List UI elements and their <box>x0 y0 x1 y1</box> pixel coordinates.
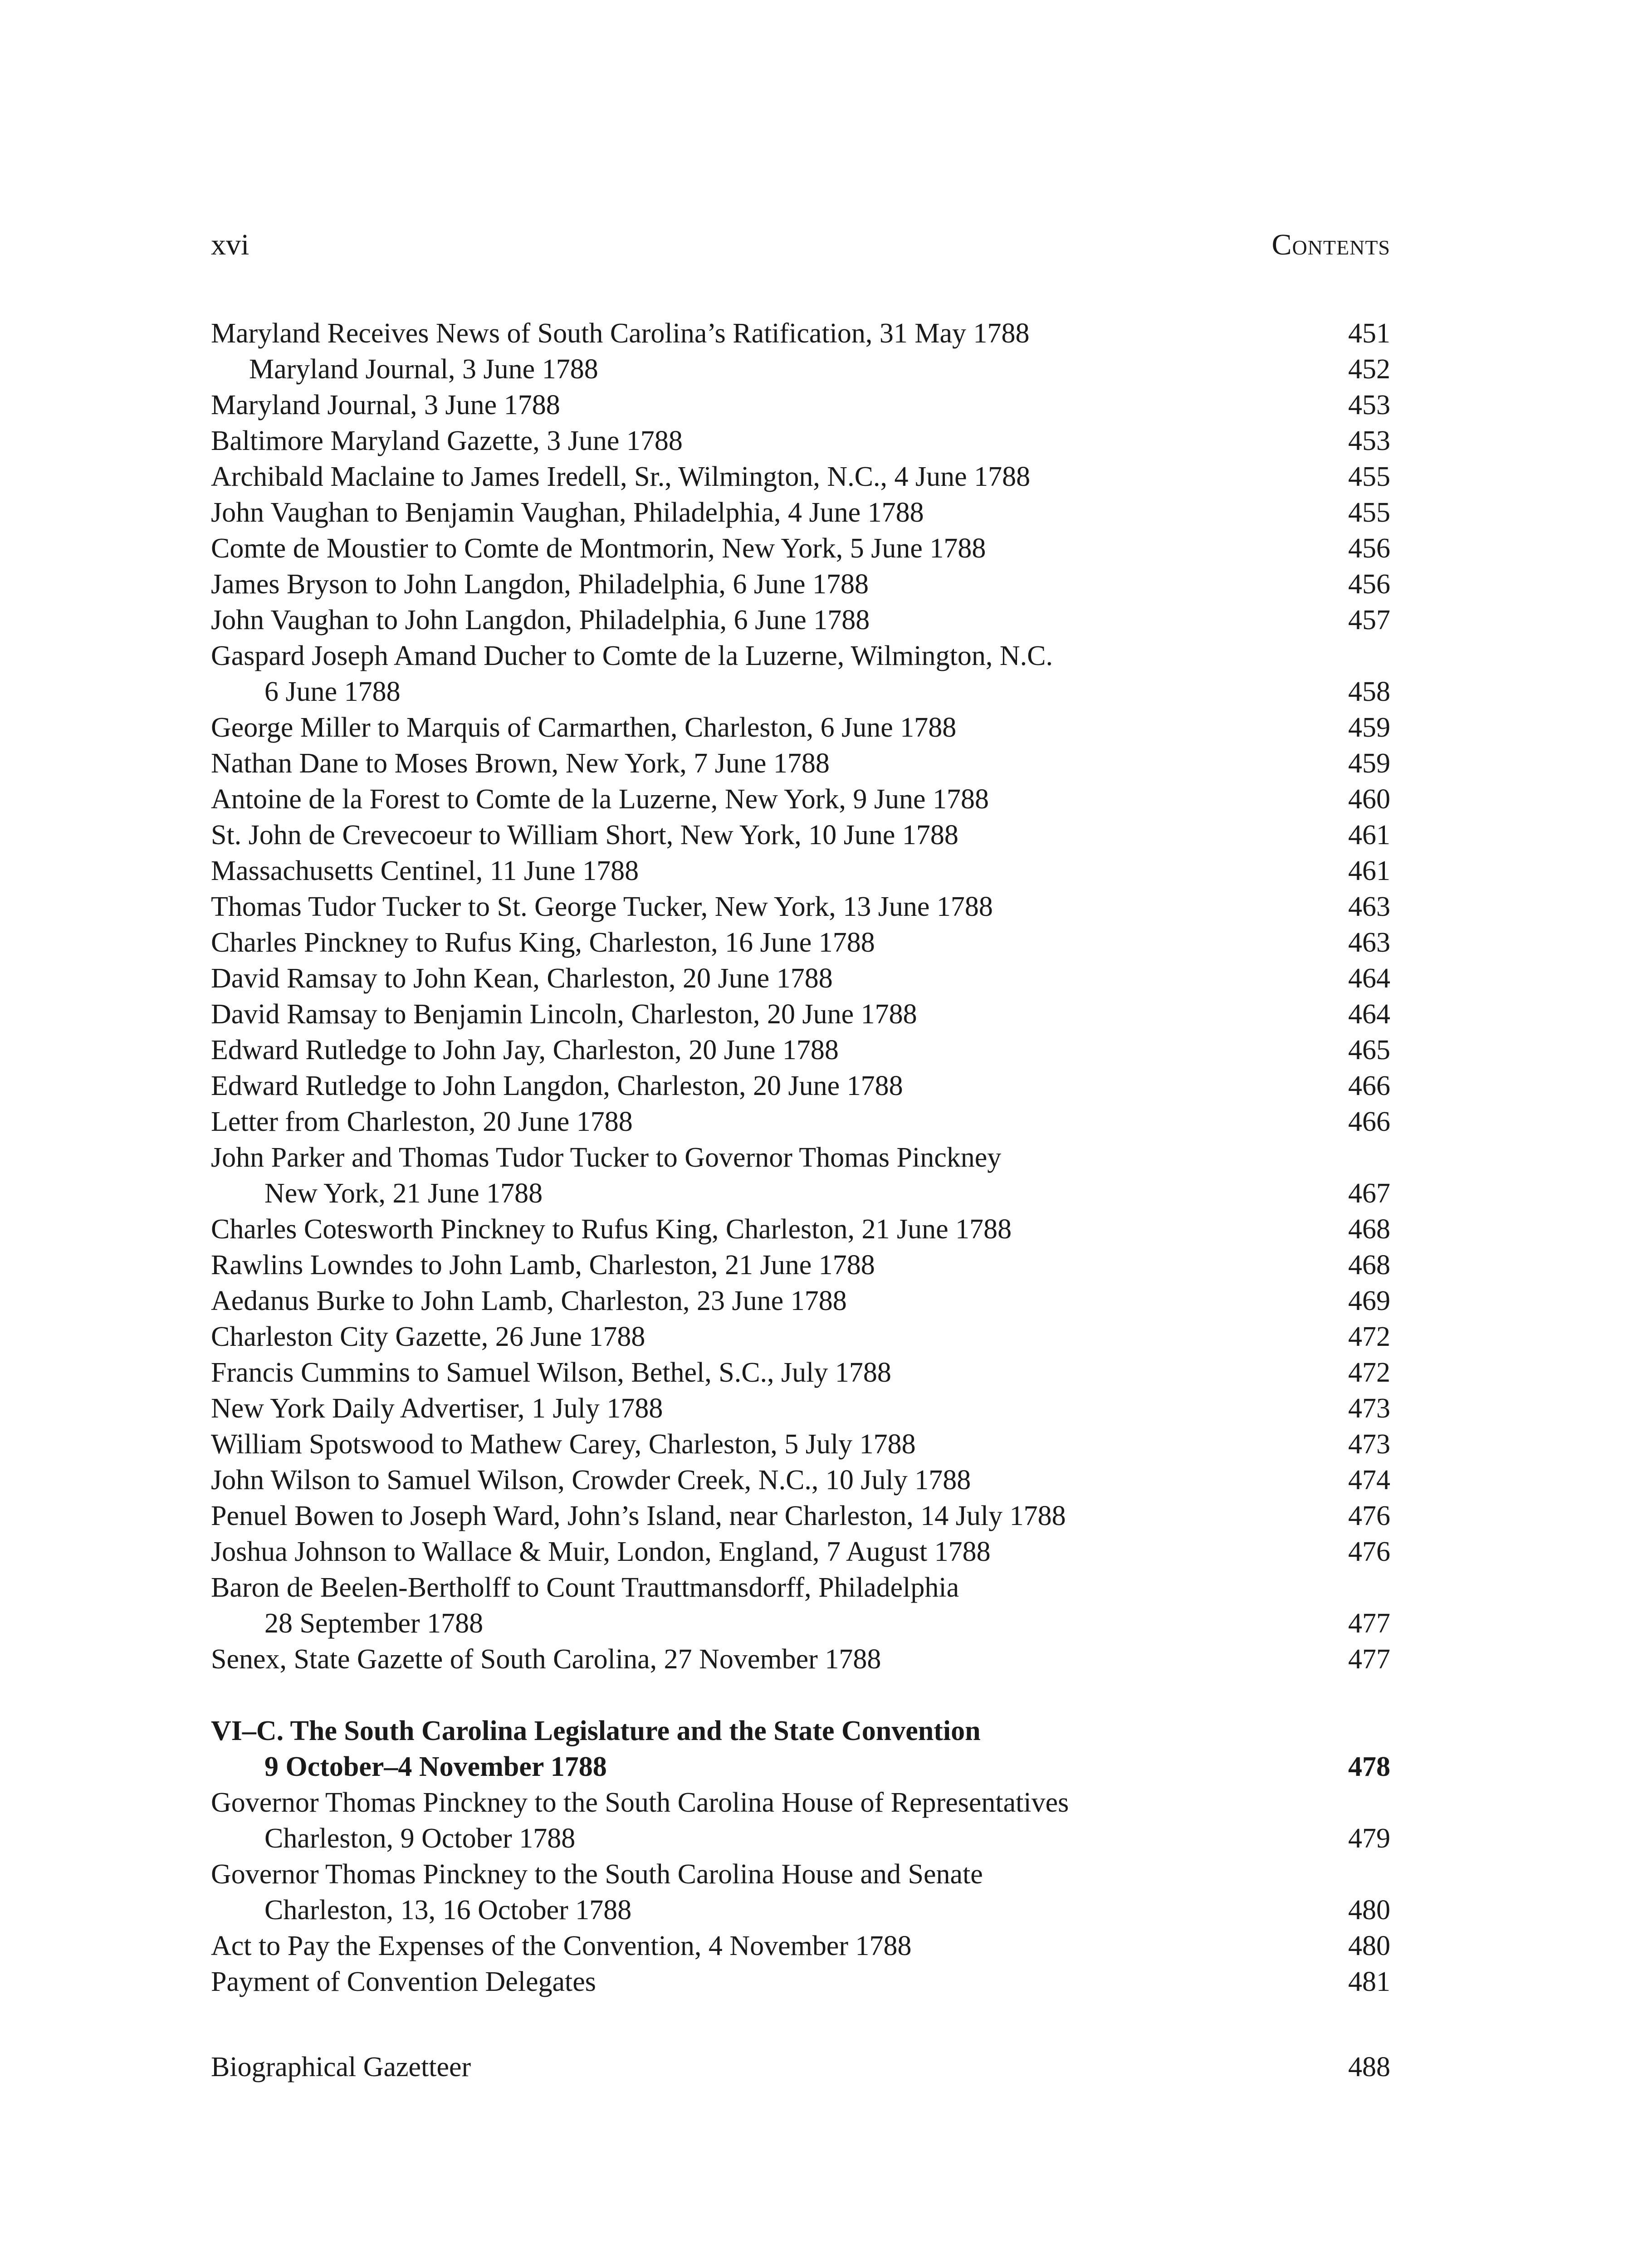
toc-entry-gazetteer <box>211 2049 1390 2085</box>
toc-entry-title: Payment of Convention Delegates <box>211 1966 596 1997</box>
toc-entry <box>211 387 1390 423</box>
toc-entry <box>211 1247 1390 1283</box>
toc-entry-title: William Spotswood to Mathew Carey, Charleston, 5 July 1788 <box>211 1429 916 1460</box>
toc-entry-title: 6 June 1788 <box>264 676 401 707</box>
toc-entry-page: 477 <box>1348 1644 1390 1675</box>
toc-entry <box>211 1964 1390 2000</box>
toc-entry-title: John Wilson to Samuel Wilson, Crowder Creek, N.C., 10 July 1788 <box>211 1465 971 1496</box>
toc-entry-title: Letter from Charleston, 20 June 1788 <box>211 1106 633 1137</box>
toc-entry-title: Antoine de la Forest to Comte de la Luzerne, New York, 9 June 1788 <box>211 784 989 815</box>
toc-entry-page: 481 <box>1348 1966 1390 1997</box>
toc-entry-page: 452 <box>1348 354 1390 385</box>
toc-entry-page: 472 <box>1348 1321 1390 1352</box>
toc-entry-page: 477 <box>1348 1608 1390 1639</box>
toc-entry-page: 461 <box>1348 855 1390 886</box>
toc-entry <box>211 1140 1390 1176</box>
running-head: Contents <box>1271 228 1390 261</box>
toc-entry-title: Charles Pinckney to Rufus King, Charleston, 16 June 1788 <box>211 927 875 958</box>
toc-entry-title: Edward Rutledge to John Jay, Charleston, 20 June 1788 <box>211 1035 839 1066</box>
toc-entry-page: 468 <box>1348 1214 1390 1245</box>
toc-entry-page: 459 <box>1348 748 1390 779</box>
toc-entry-continuation <box>211 1821 1390 1857</box>
toc-entry-continuation <box>211 1176 1390 1212</box>
toc-entry-page: 488 <box>1348 2052 1390 2082</box>
section-heading <box>211 1713 1390 1749</box>
toc-entry-title: Francis Cummins to Samuel Wilson, Bethel, S.C., July 1788 <box>211 1357 891 1388</box>
toc-entry <box>211 459 1390 495</box>
toc-entry <box>211 1391 1390 1427</box>
toc-entry-page: 463 <box>1348 891 1390 922</box>
page-header <box>211 227 1390 263</box>
toc-entry-title: Comte de Moustier to Comte de Montmorin, New York, 5 June 1788 <box>211 533 986 564</box>
toc-entry <box>211 1785 1390 1821</box>
toc-entry-page: 457 <box>1348 605 1390 635</box>
toc-entry-page: 463 <box>1348 927 1390 958</box>
toc-entry-page: 458 <box>1348 676 1390 707</box>
page-number: xvi <box>211 228 249 261</box>
toc-entry-title: Joshua Johnson to Wallace & Muir, London, England, 7 August 1788 <box>211 1536 991 1567</box>
toc-entry-title: Governor Thomas Pinckney to the South Carolina House and Senate <box>211 1859 983 1890</box>
toc-entry-page: 474 <box>1348 1465 1390 1496</box>
section-heading-line2: 9 October–4 November 1788 <box>264 1751 607 1782</box>
toc-entry <box>211 710 1390 746</box>
toc-entry-title: Archibald Maclaine to James Iredell, Sr., Wilmington, N.C., 4 June 1788 <box>211 461 1031 492</box>
section-heading-line1: VI–C. The South Carolina Legislature and the State Convention <box>211 1716 981 1746</box>
toc-entry-page: 456 <box>1348 569 1390 600</box>
toc-entry-page: 456 <box>1348 533 1390 564</box>
toc-entry-title: St. John de Crevecoeur to William Short, New York, 10 June 1788 <box>211 820 958 850</box>
toc-entry <box>211 567 1390 602</box>
toc-entry-title: Charleston, 9 October 1788 <box>264 1823 576 1854</box>
toc-entry-title: Charles Cotesworth Pinckney to Rufus King, Charleston, 21 June 1788 <box>211 1214 1012 1245</box>
toc-entry <box>211 746 1390 782</box>
toc-entry-title: Penuel Bowen to Joseph Ward, John’s Island, near Charleston, 14 July 1788 <box>211 1501 1066 1531</box>
toc-entry <box>211 997 1390 1032</box>
toc-entry-page: 467 <box>1348 1178 1390 1209</box>
toc-entry-title: George Miller to Marquis of Carmarthen, Charleston, 6 June 1788 <box>211 712 957 743</box>
section-spacer <box>211 2000 1390 2049</box>
toc-entry <box>211 782 1390 817</box>
toc-entry-title: Governor Thomas Pinckney to the South Carolina House of Representatives <box>211 1787 1069 1818</box>
toc-entry-page: 479 <box>1348 1823 1390 1854</box>
toc-entry <box>211 1642 1390 1677</box>
toc-entry-page: 466 <box>1348 1070 1390 1101</box>
toc-entry <box>211 1570 1390 1606</box>
toc-entry-page: 455 <box>1348 461 1390 492</box>
toc-entry-title: Charleston City Gazette, 26 June 1788 <box>211 1321 645 1352</box>
toc-entry-title: John Vaughan to John Langdon, Philadelphia, 6 June 1788 <box>211 605 870 635</box>
toc-entry-page: 473 <box>1348 1393 1390 1424</box>
toc-entry-title: Gaspard Joseph Amand Ducher to Comte de la Luzerne, Wilmington, N.C. <box>211 640 1053 671</box>
toc-entry <box>211 602 1390 638</box>
toc-entry-page: 476 <box>1348 1536 1390 1567</box>
section-heading-page: 478 <box>1348 1751 1390 1782</box>
toc-entry <box>211 1355 1390 1391</box>
toc-entry <box>211 1319 1390 1355</box>
toc-entry <box>211 1283 1390 1319</box>
toc-entry-title: Maryland Journal, 3 June 1788 <box>249 354 598 385</box>
toc-entry-page: 480 <box>1348 1931 1390 1961</box>
toc-entry-page: 455 <box>1348 497 1390 528</box>
toc-entry-page: 480 <box>1348 1895 1390 1926</box>
toc-entry <box>211 638 1390 674</box>
toc-entry-page: 465 <box>1348 1035 1390 1066</box>
toc-entry-page: 453 <box>1348 425 1390 456</box>
toc-entry <box>211 853 1390 889</box>
toc-entry-title: Aedanus Burke to John Lamb, Charleston, 23 June 1788 <box>211 1286 847 1316</box>
toc-entry <box>211 1498 1390 1534</box>
toc-entry-title: Maryland Journal, 3 June 1788 <box>211 390 560 420</box>
toc-entry-title: Act to Pay the Expenses of the Convention, 4 November 1788 <box>211 1931 912 1961</box>
toc-entry-title: David Ramsay to John Kean, Charleston, 20 June 1788 <box>211 963 833 994</box>
toc-entry <box>211 495 1390 531</box>
toc-entry-title: Nathan Dane to Moses Brown, New York, 7 June 1788 <box>211 748 830 779</box>
toc-entry-page: 469 <box>1348 1286 1390 1316</box>
toc-entry-page: 451 <box>1348 318 1390 349</box>
toc-entry <box>211 1068 1390 1104</box>
section-spacer <box>211 1677 1390 1713</box>
toc-entry-page: 476 <box>1348 1501 1390 1531</box>
toc-entry-continuation <box>211 1892 1390 1928</box>
toc-entry <box>211 1462 1390 1498</box>
toc-entry-page: 461 <box>1348 820 1390 850</box>
toc-entry <box>211 961 1390 997</box>
toc-entry-page: 468 <box>1348 1250 1390 1281</box>
toc-entry <box>211 1212 1390 1247</box>
toc-entry-page: 464 <box>1348 999 1390 1030</box>
toc-entry <box>211 352 1390 387</box>
toc-entry-title: James Bryson to John Langdon, Philadelphia, 6 June 1788 <box>211 569 869 600</box>
toc-entry-title: John Parker and Thomas Tudor Tucker to Governor Thomas Pinckney <box>211 1142 1002 1173</box>
toc-entry-title: New York, 21 June 1788 <box>264 1178 543 1209</box>
toc-entry <box>211 1928 1390 1964</box>
toc-entry <box>211 316 1390 352</box>
toc-entry-continuation <box>211 1606 1390 1642</box>
toc-entry-page: 453 <box>1348 390 1390 420</box>
toc-entry-continuation <box>211 674 1390 710</box>
toc-entry-page: 459 <box>1348 712 1390 743</box>
toc-entry-title: Massachusetts Centinel, 11 June 1788 <box>211 855 639 886</box>
toc-entry-page: 464 <box>1348 963 1390 994</box>
toc-entry-page: 460 <box>1348 784 1390 815</box>
toc-entry-page: 472 <box>1348 1357 1390 1388</box>
toc-entry <box>211 925 1390 961</box>
toc-entry-title: Baltimore Maryland Gazette, 3 June 1788 <box>211 425 683 456</box>
toc-entry-title: Senex, State Gazette of South Carolina, 27 November 1788 <box>211 1644 881 1675</box>
toc-entry <box>211 531 1390 567</box>
table-of-contents <box>211 316 1390 2085</box>
toc-entry-title: David Ramsay to Benjamin Lincoln, Charleston, 20 June 1788 <box>211 999 917 1030</box>
toc-entry <box>211 1104 1390 1140</box>
toc-entry <box>211 889 1390 925</box>
section-heading-continuation <box>211 1749 1390 1785</box>
toc-entry-title: Baron de Beelen-Bertholff to Count Trauttmansdorff, Philadelphia <box>211 1572 959 1603</box>
toc-entry <box>211 817 1390 853</box>
toc-entry-title: 28 September 1788 <box>264 1608 484 1639</box>
toc-entry-title: Edward Rutledge to John Langdon, Charleston, 20 June 1788 <box>211 1070 903 1101</box>
toc-entry-page: 473 <box>1348 1429 1390 1460</box>
toc-entry <box>211 423 1390 459</box>
toc-entry-title: Charleston, 13, 16 October 1788 <box>264 1895 632 1926</box>
toc-entry <box>211 1032 1390 1068</box>
toc-entry <box>211 1857 1390 1892</box>
toc-entry-title: Rawlins Lowndes to John Lamb, Charleston, 21 June 1788 <box>211 1250 875 1281</box>
toc-entry-title: Biographical Gazetteer <box>211 2052 471 2082</box>
toc-entry-title: New York Daily Advertiser, 1 July 1788 <box>211 1393 663 1424</box>
toc-entry-title: Maryland Receives News of South Carolina’s Ratification, 31 May 1788 <box>211 318 1030 349</box>
toc-entry <box>211 1534 1390 1570</box>
toc-entry-title: John Vaughan to Benjamin Vaughan, Philadelphia, 4 June 1788 <box>211 497 924 528</box>
toc-entry <box>211 1427 1390 1462</box>
toc-entry-page: 466 <box>1348 1106 1390 1137</box>
toc-entry-title: Thomas Tudor Tucker to St. George Tucker, New York, 13 June 1788 <box>211 891 993 922</box>
